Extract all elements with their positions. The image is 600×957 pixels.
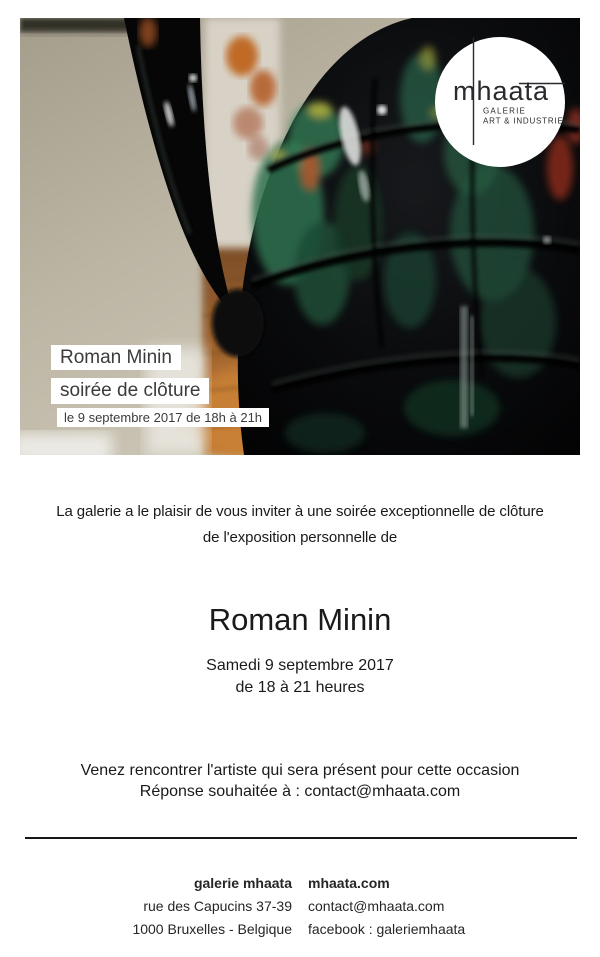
logo-tagline-line1: GALERIE bbox=[483, 106, 527, 116]
photo-overlay-datetime: le 9 septembre 2017 de 18h à 21h bbox=[57, 408, 269, 427]
footer bbox=[0, 872, 600, 941]
footer-contact-info bbox=[308, 872, 584, 941]
photo-overlay-artist: Roman Minin bbox=[51, 345, 181, 370]
invitation-intro-line2: de l'exposition personnelle de bbox=[202, 529, 398, 546]
event-time: de 18 à 21 heures bbox=[235, 679, 365, 696]
invitation-intro-line1: La galerie a le plaisir de vous inviter à une soirée exceptionnelle de clôture bbox=[56, 503, 544, 520]
footer-divider bbox=[25, 837, 577, 839]
logo-tagline-line2: ART & INDUSTRIE bbox=[483, 116, 564, 126]
exhibition-photo bbox=[20, 18, 580, 455]
photo-overlay-event: soirée de clôture bbox=[51, 378, 209, 404]
footer-email-link[interactable]: contact@mhaata.com bbox=[308, 898, 445, 914]
meet-artist-line: Venez rencontrer l'artiste qui sera présent pour cette occasion bbox=[80, 762, 520, 779]
artist-name-heading: Roman Minin bbox=[208, 602, 392, 637]
gallery-logo bbox=[435, 37, 565, 167]
footer-facebook-link[interactable]: facebook : galeriemhaata bbox=[308, 921, 466, 937]
invitation-intro bbox=[0, 499, 600, 551]
footer-address-line2: 1000 Bruxelles - Belgique bbox=[132, 921, 292, 937]
meet-artist-block bbox=[0, 760, 600, 802]
rsvp-line: Réponse souhaitée à : contact@mhaata.com bbox=[139, 783, 461, 800]
event-datetime bbox=[0, 655, 600, 699]
footer-website-link[interactable]: mhaata.com bbox=[308, 875, 390, 891]
logo-brand-text: mhaata bbox=[452, 76, 550, 106]
footer-address-line1: rue des Capucins 37-39 bbox=[143, 898, 292, 914]
event-date: Samedi 9 septembre 2017 bbox=[206, 657, 394, 674]
footer-gallery-name: galerie mhaata bbox=[193, 875, 292, 891]
footer-gallery-info bbox=[16, 872, 292, 941]
